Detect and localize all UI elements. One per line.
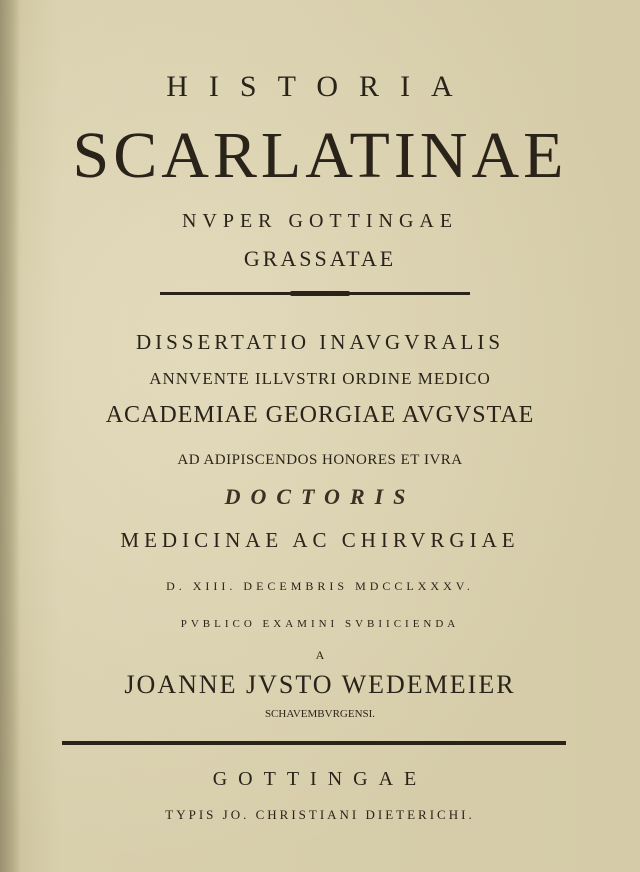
doctoris-line: DOCTORIS	[224, 484, 416, 509]
divider-rule-bottom	[62, 741, 566, 745]
title-historia: HISTORIA	[166, 70, 474, 103]
imprint-city: GOTTINGAE	[212, 768, 428, 790]
ad-adipiscendos-line: AD ADIPISCENDOS HONORES ET IVRA	[177, 452, 463, 468]
author-name: JOANNE JVSTO WEDEMEIER	[124, 670, 516, 699]
medicinae-line: MEDICINAE AC CHIRVRGIAE	[120, 528, 520, 552]
title-nvper-gottingae: NVPER GOTTINGAE	[181, 210, 459, 232]
divider-rule-top	[160, 292, 470, 295]
title-grassatae: GRASSATAE	[243, 246, 397, 271]
academiae-line: ACADEMIAE GEORGIAE AVGVSTAE	[105, 402, 535, 428]
author-origin: SCHAVEMBVRGENSI.	[264, 708, 376, 720]
annvente-line: ANNVENTE ILLVSTRI ORDINE MEDICO	[149, 369, 491, 388]
title-scarlatinae: SCARLATINAE	[72, 119, 568, 192]
imprint-printer: TYPIS JO. CHRISTIANI DIETERICHI.	[165, 807, 475, 822]
manuscript-mark	[270, 6, 350, 46]
dissertatio-line: DISSERTATIO INAVGVRALIS	[135, 330, 505, 354]
pvblico-line: PVBLICO EXAMINI SVBIICIENDA	[180, 618, 460, 630]
date-line: D. XIII. DECEMBRIS MDCCLXXXV.	[166, 579, 474, 593]
a-line: A	[315, 648, 325, 662]
